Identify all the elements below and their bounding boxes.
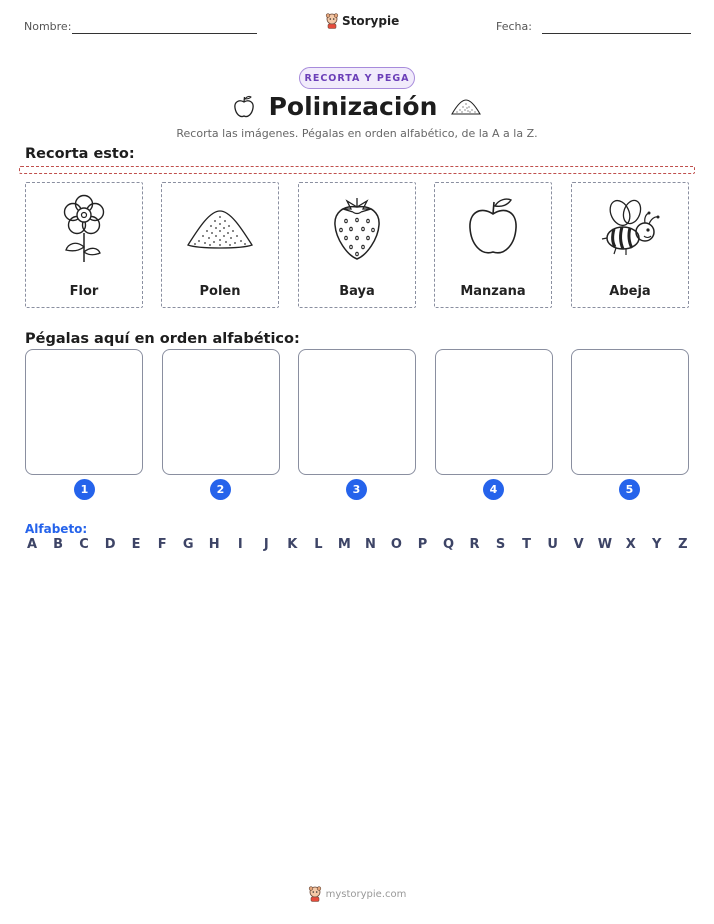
- paste-slot-3[interactable]: [298, 349, 416, 475]
- alphabet-letter: V: [573, 537, 584, 552]
- apple-icon: [465, 196, 521, 260]
- storypie-mascot-icon: [308, 886, 322, 902]
- alphabet-letter: C: [79, 537, 89, 552]
- brand-name: Storypie: [342, 14, 400, 28]
- alphabet-letter: D: [104, 537, 116, 552]
- cut-heading: Recorta esto:: [25, 146, 135, 162]
- alphabet-letter: W: [597, 537, 613, 552]
- alphabet-letter: Z: [678, 537, 688, 552]
- storypie-logo: [325, 13, 399, 29]
- alphabet-letter: U: [547, 537, 558, 552]
- card-label: Abeja: [609, 284, 651, 299]
- alphabet-letter: O: [390, 537, 402, 552]
- cut-card-polen[interactable]: [161, 182, 279, 308]
- alphabet-letter: A: [26, 537, 38, 552]
- paste-slot-5[interactable]: [571, 349, 689, 475]
- storypie-mascot-icon: [325, 13, 339, 29]
- paste-slot-4[interactable]: [435, 349, 553, 475]
- name-label: Nombre:: [24, 20, 72, 33]
- cut-card-flor[interactable]: [25, 182, 143, 308]
- instructions: Recorta las imágenes. Pégalas en orden alfabético, de la A a la Z.: [176, 127, 538, 140]
- alphabet-letter: K: [287, 537, 298, 552]
- alphabet-letter: H: [208, 537, 220, 552]
- alphabet-letter: L: [314, 537, 323, 552]
- cut-card-manzana[interactable]: [434, 182, 552, 308]
- slot-number: 3: [346, 479, 367, 500]
- alphabet-letter: M: [337, 537, 351, 552]
- alphabet-letter: N: [364, 537, 376, 552]
- alphabet-letter: Y: [652, 537, 662, 552]
- cut-card-baya[interactable]: [298, 182, 416, 308]
- pollen-icon: [451, 97, 481, 117]
- alphabet-letter: G: [182, 537, 194, 552]
- alphabet-letter: J: [263, 537, 269, 552]
- card-label: Polen: [199, 284, 241, 299]
- card-label: Baya: [339, 284, 375, 299]
- footer: [0, 886, 714, 902]
- alphabet-letter: B: [53, 537, 63, 552]
- alphabet-heading: Alfabeto:: [25, 522, 88, 536]
- alphabet-letter: E: [131, 537, 141, 552]
- footer-url: mystorypie.com: [325, 888, 407, 900]
- cut-card-abeja[interactable]: [571, 182, 689, 308]
- page-title: Polinización: [268, 92, 438, 121]
- alphabet-letter: R: [469, 537, 480, 552]
- card-label: Flor: [69, 284, 99, 299]
- date-label: Fecha:: [496, 20, 532, 33]
- flower-icon: [54, 192, 114, 264]
- alphabet-row: [25, 537, 690, 552]
- alphabet-letter: I: [237, 537, 243, 552]
- card-label: Manzana: [460, 284, 526, 299]
- alphabet-letter: T: [522, 537, 532, 552]
- slot-number: 1: [74, 479, 95, 500]
- alphabet-letter: X: [625, 537, 636, 552]
- bee-icon: [598, 196, 662, 260]
- name-line: [72, 33, 257, 34]
- strawberry-icon: [329, 193, 385, 263]
- paste-heading: Pégalas aquí en orden alfabético:: [25, 331, 300, 347]
- date-line: [542, 33, 691, 34]
- alphabet-letter: F: [157, 537, 167, 552]
- activity-badge: RECORTA Y PEGA: [299, 67, 415, 89]
- cut-line: [19, 166, 695, 174]
- pollen-icon: [185, 203, 255, 253]
- slot-number: 2: [210, 479, 231, 500]
- paste-slot-2[interactable]: [162, 349, 280, 475]
- slot-number: 4: [483, 479, 504, 500]
- paste-slot-1[interactable]: [25, 349, 143, 475]
- slot-number: 5: [619, 479, 640, 500]
- title-row: [0, 92, 714, 121]
- alphabet-letter: Q: [442, 537, 455, 552]
- alphabet-letter: S: [495, 537, 506, 552]
- apple-icon: [233, 95, 255, 119]
- alphabet-letter: P: [417, 537, 428, 552]
